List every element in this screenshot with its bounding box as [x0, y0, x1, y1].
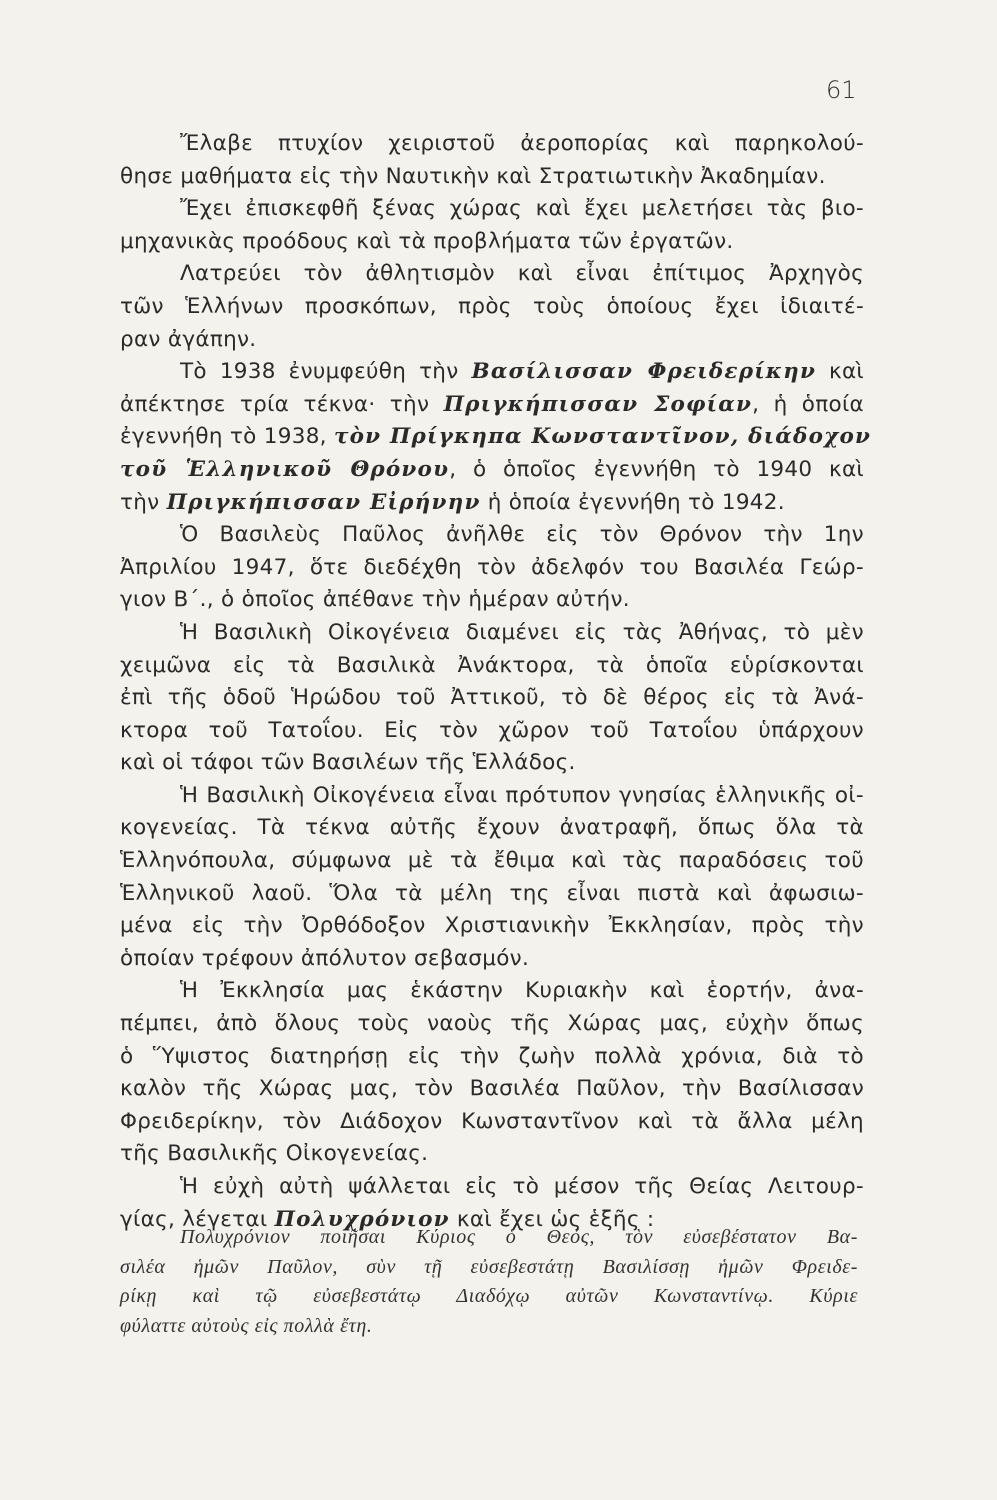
- text-line: Ἔλαβε πτυχίον χειριστοῦ ἀεροπορίας καὶ παρηκολού-: [180, 131, 864, 156]
- text-line: θησε μαθήματα εἰς τὴν Ναυτικὴν καὶ Στρατιωτικὴν Ἀκαδημίαν.: [120, 163, 826, 189]
- text-line: Ἡ Βασιλικὴ Οἰκογένεια εἶναι πρότυπον γνησίας ἑλληνικῆς οἰ-: [180, 782, 864, 808]
- text-line: μένα εἰς τὴν Ὀρθόδοξον Χριστιανικὴν Ἐκκλησίαν, πρὸς τὴν: [120, 913, 864, 939]
- text-line: ραν ἀγάπην.: [120, 326, 257, 352]
- text-line: Ἑλληνόπουλα, σύμφωνα μὲ τὰ ἔθιμα καὶ τὰς παραδόσεις τοῦ: [120, 848, 864, 874]
- prayer-line: ρίκῃ καὶ τῷ εὐσεβεστάτῳ Διαδόχῳ αὐτῶν Κωνσταντίνῳ. Κύριε: [120, 1285, 858, 1307]
- text-line: μηχανικὰς προόδους καὶ τὰ προβλήματα τῶν ἐργατῶν.: [120, 228, 734, 254]
- text-line: τοῦ Ἑλληνικοῦ Θρόνου, ὁ ὁποῖος ἐγεννήθη τὸ 1940 καὶ: [120, 456, 864, 482]
- text-line: Τὸ 1938 ἐνυμφεύθη τὴν Βασίλισσαν Φρειδερίκην καὶ: [180, 359, 865, 385]
- emphasis: τὸν Πρίγκηπα Κωνσταντῖνον, διάδοχον: [333, 424, 872, 450]
- text-line: Ἡ Βασιλικὴ Οἰκογένεια διαμένει εἰς τὰς Ἀθήνας, τὸ μὲν: [180, 619, 864, 645]
- text-line: Ἀπριλίου 1947, ὅτε διεδέχθη τὸν ἀδελφόν του Βασιλέα Γεώρ-: [120, 554, 864, 580]
- text-line: καλὸν τῆς Χώρας μας, τὸν Βασιλέα Παῦλον, τὴν Βασίλισσαν: [120, 1076, 864, 1102]
- emphasis: Πριγκήπισσαν Εἰρήνην: [166, 489, 481, 515]
- text-line: πέμπει, ἀπὸ ὅλους τοὺς ναοὺς τῆς Χώρας μας, εὐχὴν ὅπως: [120, 1011, 864, 1037]
- text-line: ὁποίαν τρέφουν ἀπόλυτον σεβασμόν.: [120, 945, 530, 971]
- text-line: τῆς Βασιλικῆς Οἰκογενείας.: [120, 1141, 429, 1167]
- page-number: 61: [826, 76, 857, 104]
- prayer-text: [120, 1223, 858, 1341]
- text-line: τὴν Πριγκήπισσαν Εἰρήνην ἡ ὁποία ἐγεννήθη τὸ 1942.: [120, 489, 785, 515]
- text-line: γίας, λέγεται Πολυχρόνιον καὶ ἔχει ὡς ἑξῆς :: [120, 1206, 655, 1232]
- text-line: Ἔχει ἐπισκεφθῆ ξένας χώρας καὶ ἔχει μελετήσει τὰς βιο-: [180, 196, 864, 222]
- text-line: Ἡ Ἐκκλησία μας ἑκάστην Κυριακὴν καὶ ἑορτήν, ἀνα-: [180, 978, 864, 1004]
- emphasis: τοῦ Ἑλληνικοῦ Θρόνου: [120, 456, 450, 482]
- emphasis: Πολυχρόνιον: [274, 1206, 450, 1232]
- text-line: ἐγεννήθη τὸ 1938, τὸν Πρίγκηπα Κωνσταντῖνον, διάδοχον: [120, 424, 872, 450]
- body-text: [120, 128, 872, 1236]
- emphasis: Βασίλισσαν Φρειδερίκην: [471, 359, 817, 385]
- text-line: γιον Β΄., ὁ ὁποῖος ἀπέθανε τὴν ἡμέραν αὐτήν.: [120, 587, 630, 613]
- text-line: καὶ οἱ τάφοι τῶν Βασιλέων τῆς Ἑλλάδος.: [120, 750, 576, 776]
- prayer-line: σιλέα ἡμῶν Παῦλον, σὺν τῇ εὐσεβεστάτῃ Βασιλίσσῃ ἡμῶν Φρειδε-: [120, 1255, 858, 1278]
- prayer-line: Πολυχρόνιον ποιῆσαι Κύριος ὁ Θεός, τὸν εὐσεβέστατον Βα-: [180, 1226, 858, 1248]
- text-line: Ἡ εὐχὴ αὐτὴ ψάλλεται εἰς τὸ μέσον τῆς Θείας Λειτουρ-: [180, 1174, 864, 1199]
- text-line: κογενείας. Τὰ τέκνα αὐτῆς ἔχουν ἀνατραφῆ, ὅπως ὅλα τὰ: [120, 815, 864, 841]
- text-line: Φρειδερίκην, τὸν Διάδοχον Κωνσταντῖνον καὶ τὰ ἄλλα μέλη: [120, 1108, 864, 1134]
- prayer-line: φύλαττε αὐτοὺς εἰς πολλὰ ἔτη.: [120, 1314, 373, 1337]
- text-line: χειμῶνα εἰς τὰ Βασιλικὰ Ἀνάκτορα, τὰ ὁποῖα εὑρίσκονται: [120, 652, 864, 678]
- text-line: ἐπὶ τῆς ὁδοῦ Ἡρώδου τοῦ Ἀττικοῦ, τὸ δὲ θέρος εἰς τὰ Ἀνά-: [120, 685, 864, 711]
- text-line: Ἑλληνικοῦ λαοῦ. Ὅλα τὰ μέλη της εἶναι πιστὰ καὶ ἀφωσιω-: [120, 880, 864, 906]
- emphasis: Πριγκήπισσαν Σοφίαν: [443, 391, 753, 417]
- text-line: ἀπέκτησε τρία τέκνα· τὴν Πριγκήπισσαν Σοφίαν, ἡ ὁποία: [120, 391, 865, 417]
- text-line: ὁ Ὕψιστος διατηρήσῃ εἰς τὴν ζωὴν πολλὰ χρόνια, διὰ τὸ: [120, 1043, 864, 1069]
- text-line: Λατρεύει τὸν ἀθλητισμὸν καὶ εἶναι ἐπίτιμος Ἀρχηγὸς: [180, 261, 864, 287]
- text-line: Ὁ Βασιλεὺς Παῦλος ἀνῆλθε εἰς τὸν Θρόνον τὴν 1ην: [180, 522, 864, 548]
- text-line: κτορα τοῦ Τατοΐου. Εἰς τὸν χῶρον τοῦ Τατοΐου ὑπάρχουν: [120, 717, 864, 743]
- text-line: τῶν Ἑλλήνων προσκόπων, πρὸς τοὺς ὁποίους ἔχει ἰδιαιτέ-: [120, 293, 864, 319]
